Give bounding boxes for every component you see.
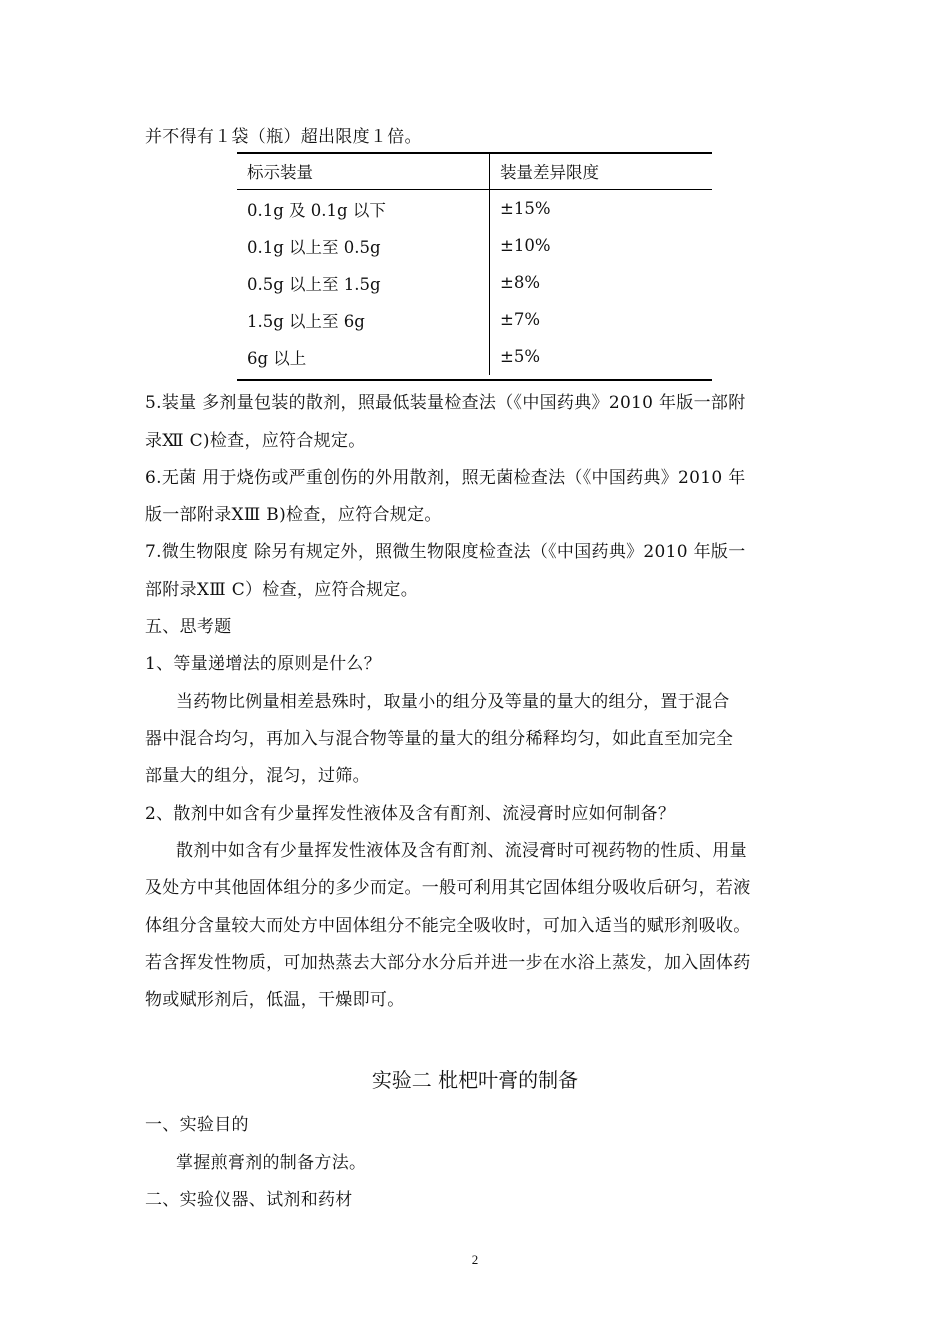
table-header-cell: 装量差异限度 — [490, 153, 713, 190]
section-heading: 五、思考题 — [145, 617, 232, 637]
intro-line: 并不得有１袋（瓶）超出限度１倍。 — [145, 127, 422, 147]
question: 1、等量递增法的原则是什么？ — [145, 654, 382, 674]
paragraph-line: 版一部附录ⅩⅢ B)检查，应符合规定。 — [145, 505, 442, 525]
answer-line: 体组分含量较大而处方中固体组分不能完全吸收时，可加入适当的赋形剂吸收。 — [145, 916, 751, 936]
paragraph-line: 6.无菌 用于烧伤或严重创伤的外用散剂，照无菌检查法（《中国药典》2010 年 — [145, 468, 746, 488]
table-cell: ±5% — [500, 347, 541, 366]
table-header-row — [237, 153, 712, 190]
table-cell: 1.5g 以上至 6g — [237, 301, 490, 338]
paragraph-line: 5.装量 多剂量包装的散剂，照最低装量检查法（《中国药典》2010 年版一部附 — [145, 393, 746, 413]
table-cell: 0.5g 以上至 1.5g — [237, 264, 490, 301]
table-cell: ±7% — [500, 310, 541, 329]
table-row — [237, 264, 712, 301]
table-cell: ±8% — [500, 273, 541, 292]
table-cell: 0.1g 及 0.1g 以下 — [237, 190, 490, 228]
table-cell: ±15% — [500, 199, 551, 218]
table-cell: 6g 以上 — [237, 338, 490, 375]
answer-line: 当药物比例量相差悬殊时，取量小的组分及等量的量大的组分，置于混合 — [176, 692, 730, 712]
answer-line: 物或赋形剂后，低温，干燥即可。 — [145, 990, 405, 1010]
table-row — [237, 301, 712, 338]
table-row — [237, 227, 712, 264]
table-bottom-rule — [237, 379, 712, 381]
answer-line: 及处方中其他固体组分的多少而定。一般可利用其它固体组分吸收后研匀，若液 — [145, 878, 751, 898]
section-text: 掌握煎膏剂的制备方法。 — [176, 1153, 367, 1173]
table-row — [237, 190, 712, 228]
question: 2、散剂中如含有少量挥发性液体及含有酊剂、流浸膏时应如何制备？ — [145, 804, 676, 824]
paragraph-line: 部附录ⅩⅢ C）检查，应符合规定。 — [145, 580, 419, 600]
paragraph-line: 7.微生物限度 除另有规定外，照微生物限度检查法（《中国药典》2010 年版一 — [145, 542, 746, 562]
section-heading: 一、实验目的 — [145, 1115, 249, 1135]
answer-line: 若含挥发性物质，可加热蒸去大部分水分后并进一步在水浴上蒸发，加入固体药 — [145, 953, 751, 973]
paragraph-line: 录Ⅻ C)检查，应符合规定。 — [145, 431, 366, 451]
table-cell: 0.1g 以上至 0.5g — [237, 227, 490, 264]
page-number: 2 — [471, 1252, 479, 1267]
answer-line: 散剂中如含有少量挥发性液体及含有酊剂、流浸膏时可视药物的性质、用量 — [176, 841, 747, 861]
experiment-title: 实验二 枇杷叶膏的制备 — [371, 1068, 579, 1092]
table-row — [237, 338, 712, 375]
answer-line: 器中混合均匀，再加入与混合物等量的量大的组分稀释均匀，如此直至加完全 — [145, 729, 734, 749]
table-cell: ±10% — [500, 236, 551, 255]
fill-variation-table — [237, 153, 712, 375]
answer-line: 部量大的组分，混匀，过筛。 — [145, 766, 370, 786]
section-heading: 二、实验仪器、试剂和药材 — [145, 1190, 353, 1210]
table-header-cell: 标示装量 — [237, 153, 490, 190]
